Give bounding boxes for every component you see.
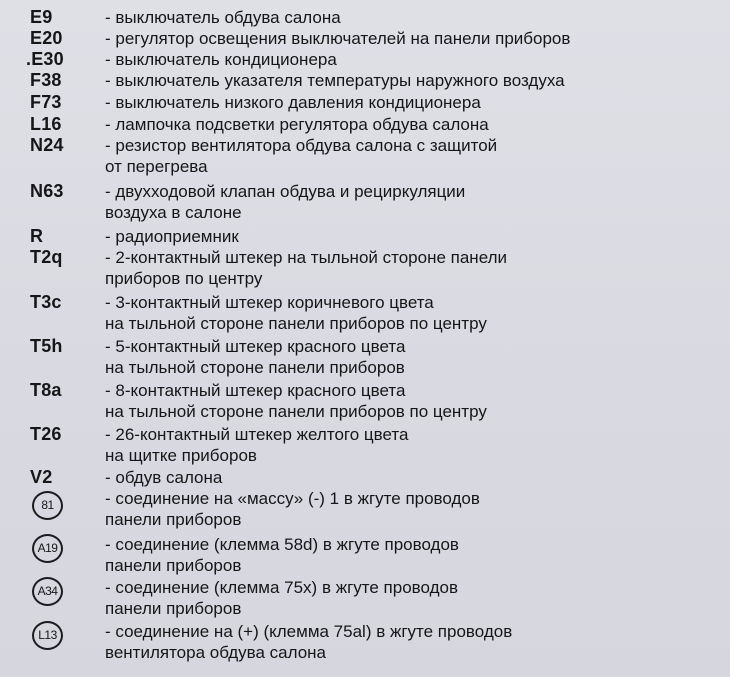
- connection-description: - соединение (клемма 58d) в жгуте проводов панели приборов: [105, 535, 459, 575]
- component-description: - 5-контактный штекер красного цвета на тыльной стороне панели приборов: [105, 337, 406, 377]
- connection-badge: 81: [32, 491, 63, 520]
- component-description: - регулятор освещения выключателей на панели приборов: [105, 29, 571, 48]
- component-description: - 2-контактный штекер на тыльной стороне панели приборов по центру: [105, 248, 507, 288]
- component-code: L16: [30, 114, 62, 134]
- component-description: - выключатель обдува салона: [105, 8, 341, 27]
- component-description: - лампочка подсветки регулятора обдува салона: [105, 115, 489, 134]
- component-code: V2: [30, 467, 53, 487]
- component-code: T3c: [30, 292, 62, 312]
- connection-description: - соединение (клемма 75х) в жгуте проводов панели приборов: [105, 578, 458, 618]
- component-description: - 26-контактный штекер желтого цвета на щитке приборов: [105, 425, 409, 465]
- component-code: N24: [30, 135, 64, 155]
- component-code: N63: [30, 181, 64, 201]
- component-description: - двухходовой клапан обдува и рециркуляции воздуха в салоне: [105, 182, 466, 222]
- connection-badge: A19: [32, 534, 63, 563]
- component-code: T2q: [30, 247, 63, 267]
- component-code: T26: [30, 424, 62, 444]
- component-description: - выключатель низкого давления кондиционера: [105, 93, 481, 112]
- component-code: .E30: [26, 49, 64, 69]
- component-code: E20: [30, 28, 63, 48]
- connection-badge: L13: [32, 621, 63, 650]
- component-description: - 3-контактный штекер коричневого цвета на тыльной стороне панели приборов по центру: [105, 293, 487, 333]
- component-description: - выключатель кондиционера: [105, 50, 337, 69]
- component-code: R: [30, 226, 44, 246]
- component-description: - резистор вентилятора обдува салона с защитой от перегрева: [105, 136, 498, 176]
- component-code: T8a: [30, 380, 62, 400]
- component-code: T5h: [30, 336, 63, 356]
- component-code: F38: [30, 70, 62, 90]
- connection-description: - соединение на (+) (клемма 75al) в жгуте проводов вентилятора обдува салона: [105, 622, 513, 662]
- component-code: E9: [30, 7, 53, 27]
- connection-description: - соединение на «массу» (-) 1 в жгуте проводов панели приборов: [105, 489, 480, 529]
- component-description: - выключатель указателя температуры наружного воздуха: [105, 71, 565, 90]
- component-code: F73: [30, 92, 62, 112]
- component-description: - 8-контактный штекер красного цвета на тыльной стороне панели приборов по центру: [105, 381, 487, 421]
- component-description: - обдув салона: [105, 468, 223, 487]
- component-description: - радиоприемник: [105, 227, 239, 246]
- connection-badge: A34: [32, 577, 63, 606]
